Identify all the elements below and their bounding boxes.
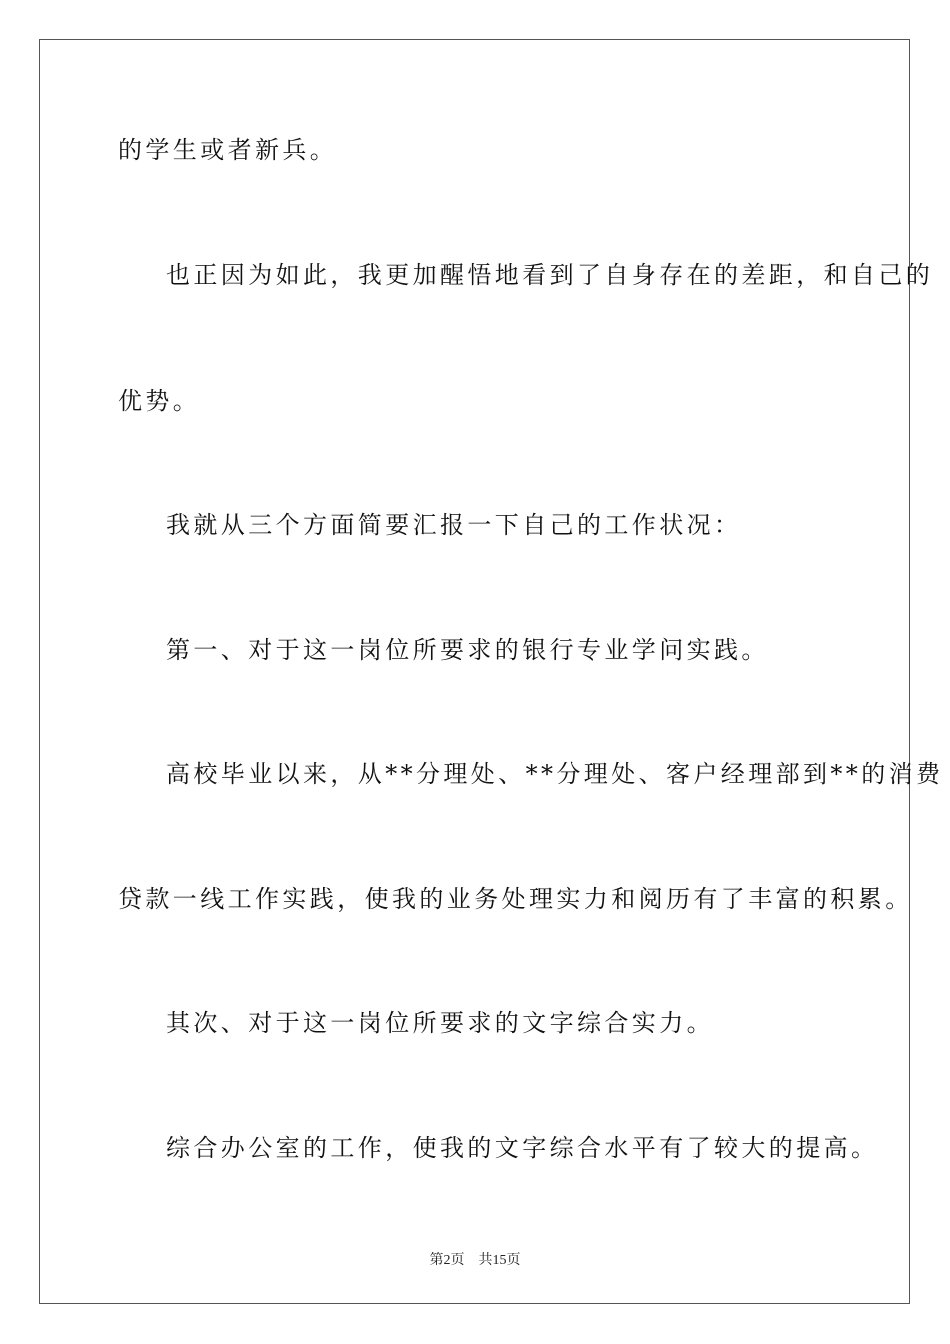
- page-footer: [0, 1249, 950, 1269]
- text-line-2: 也正因为如此，我更加醒悟地看到了自身存在的差距，和自己的: [166, 261, 934, 289]
- text-line-5: 第一、对于这一岗位所要求的银行专业学问实践。: [166, 636, 769, 664]
- text-line-3: 优势。: [118, 387, 201, 415]
- text-line-1: 的学生或者新兵。: [118, 136, 338, 164]
- text-line-4: 我就从三个方面简要汇报一下自己的工作状况：: [166, 511, 742, 539]
- text-line-9: 综合办公室的工作，使我的文字综合水平有了较大的提高。: [166, 1134, 879, 1162]
- page-total: 共15页: [478, 1253, 521, 1268]
- text-line-6: 高校毕业以来，从**分理处、**分理处、客户经理部到**的消费: [166, 760, 944, 788]
- text-line-8: 其次、对于这一岗位所要求的文字综合实力。: [166, 1009, 714, 1037]
- page-frame: [39, 39, 910, 1304]
- text-line-7: 贷款一线工作实践，使我的业务处理实力和阅历有了丰富的积累。: [118, 885, 913, 913]
- page-number: 第2页: [429, 1253, 465, 1268]
